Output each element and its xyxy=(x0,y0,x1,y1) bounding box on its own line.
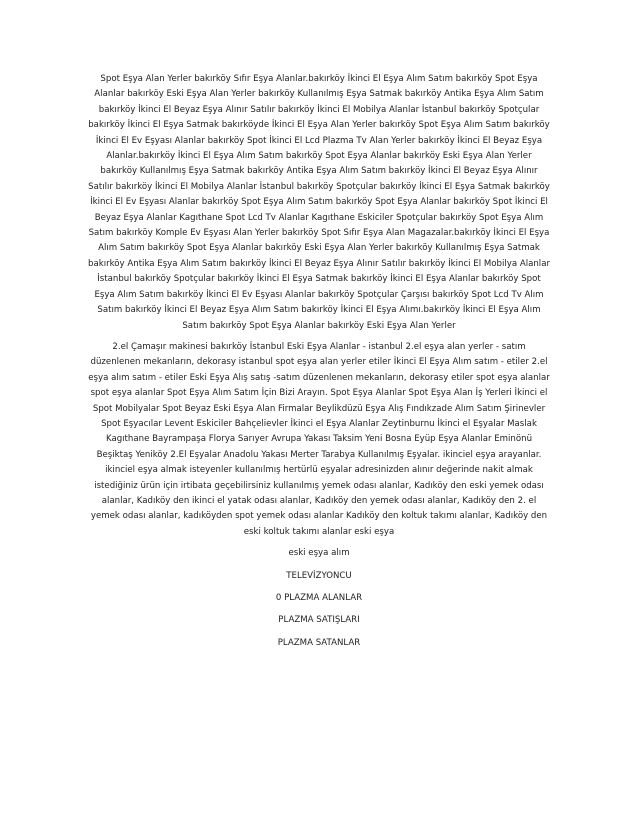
line-plazma-satislari: PLAZMA SATIŞLARI xyxy=(278,615,360,626)
line-plazma-satanlar: PLAZMA SATANLAR xyxy=(277,637,361,648)
document-body xyxy=(88,72,550,651)
paragraph-listing-istanbul: 2.el Çamaşır makinesi bakırköy İstanbul Eski Eşya Alanlar - istanbul 2.el eşya alan yerler - satım düzenlenen mekanların, dekorasy istanbul spot eşya alan yerler etiler İkinci El Eşya Alım satım - etiler 2.el eşya alım satım - etiler Eski Eşya Alış satış -satım düzenlenen mekanların, dekorasy etiler spot eşya alanlar spot eşya alanlar Spot Eşya Alım Satım İçin Bizi Arayın. Spot Eşya Alanlar Spot Eşya Alan İş Yerleri İkinci el Spot Mobilyalar Spot Beyaz Eski Eşya Alan Firmalar Beylikdüzü Eşya Alış Fındıkzade Alım Satım Şirinevler Spot Eşyacılar Levent Eskiciler Bahçelievler İkinci el Eşya Alanlar Zeytinburnu İkinci el Eşyalar Maslak Kagıthane Bayrampaşa Florya Sarıyer Avrupa Yakası Taksim Yeni Bosna Eyüp Eşya Alanlar Eminönü Beşiktaş Yeniköy 2.El Eşyalar Anadolu Yakası Merter Tarabya Kullanılmış Eşyalar. ikinciel eşya arayanlar. ikinciel eşya almak isteyenler kullanılmış hertürlü eşyalar adresinizden alınır değerinde nakit almak istediğiniz ürün için irtibata geçebilirsiniz kullanılmış yemek odası alanlar, Kadıköy den eski yemek odası alanlar, Kadıköy den ikinci el yatak odası alanlar, Kadıköy den yemek odası alanlar, Kadıköy den 2. el yemek odası alanlar, kadıköyden spot yemek odası alanlar Kadıköy den koltuk takımı alanlar, Kadıköy den eski koltuk takımı alanlar eski eşya xyxy=(88,341,550,537)
paragraph-listing-bakirkoy: Spot Eşya Alan Yerler bakırköy Sıfır Eşya Alanlar.bakırköy İkinci El Eşya Alım Satım bakırköy Spot Eşya Alanlar bakırköy Eski Eşya Alan Yerler bakırköy Kullanılmış Eşya Satmak bakırköy Antika Eşya Alım Satım bakırköy İkinci El Beyaz Eşya Alınır Satılır bakırköy İkinci El Mobilya Alanlar İstanbul bakırköy Spotçular bakırköy İkinci El Eşya Satmak bakırköyde İkinci El Eşya Alan Yerler bakırköy Spot Eşya Alım Satım bakırköy İkinci El Ev Eşyası Alanlar bakırköy Spot İkinci El Lcd Plazma Tv Alan Yerler bakırköy İkinci El Beyaz Eşya Alanlar.bakırköy İkinci El Eşya Alım Satım bakırköy Spot Eşya Alanlar bakırköy Eski Eşya Alan Yerler bakırköy Kullanılmış Eşya Satmak bakırköy Antika Eşya Alım Satım bakırköy İkinci El Beyaz Eşya Alınır Satılır bakırköy İkinci El Mobilya Alanlar İstanbul bakırköy Spotçular bakırköy İkinci El Eşya Satmak bakırköy İkinci El Ev Eşyası Alanlar bakırköy Spot Eşya Alım Satım bakırköy Spot Eşya Alanlar bakırköy Spot İkinci El Beyaz Eşya Alanlar Kagıthane Spot Lcd Tv Alanlar Kagıthane Eskiciler Spotçular bakırköy Spot Eşya Alım Satım bakırköy Komple Ev Eşyası Alan Yerler bakırköy Spot Sıfır Eşya Alan Magazalar.bakırköy İkinci El Eşya Alım Satım bakırköy Spot Eşya Alanlar bakırköy Eski Eşya Alan Yerler bakırköy Kullanılmış Eşya Satmak bakırköy Antika Eşya Alım Satım bakırköy İkinci El Beyaz Eşya Alınır Satılır bakırköy İkinci El Mobilya Alanlar İstanbul bakırköy Spotçular bakırköy İkinci El Eşya Satmak bakırköy İkinci El Eşya Alanlar bakırköy Spot Eşya Alım Satım bakırköy İkinci El Ev Eşyası Alanlar bakırköy Spotçular Çarşısı bakırköy Spot Lcd Tv Alım Satım bakırköy İkinci El Beyaz Eşya Alım Satım bakırköy İkinci El Eşya Alımı.bakırköy İkinci El Eşya Alım Satım bakırköy Spot Eşya Alanlar bakırköy Eski Eşya Alan Yerler xyxy=(88,74,550,331)
line-televizyoncu: TELEVİZYONCU xyxy=(286,570,352,581)
line-plazma-alanlar: 0 PLAZMA ALANLAR xyxy=(275,593,363,603)
line-eski-esya-alim: eski eşya alım xyxy=(288,548,350,559)
